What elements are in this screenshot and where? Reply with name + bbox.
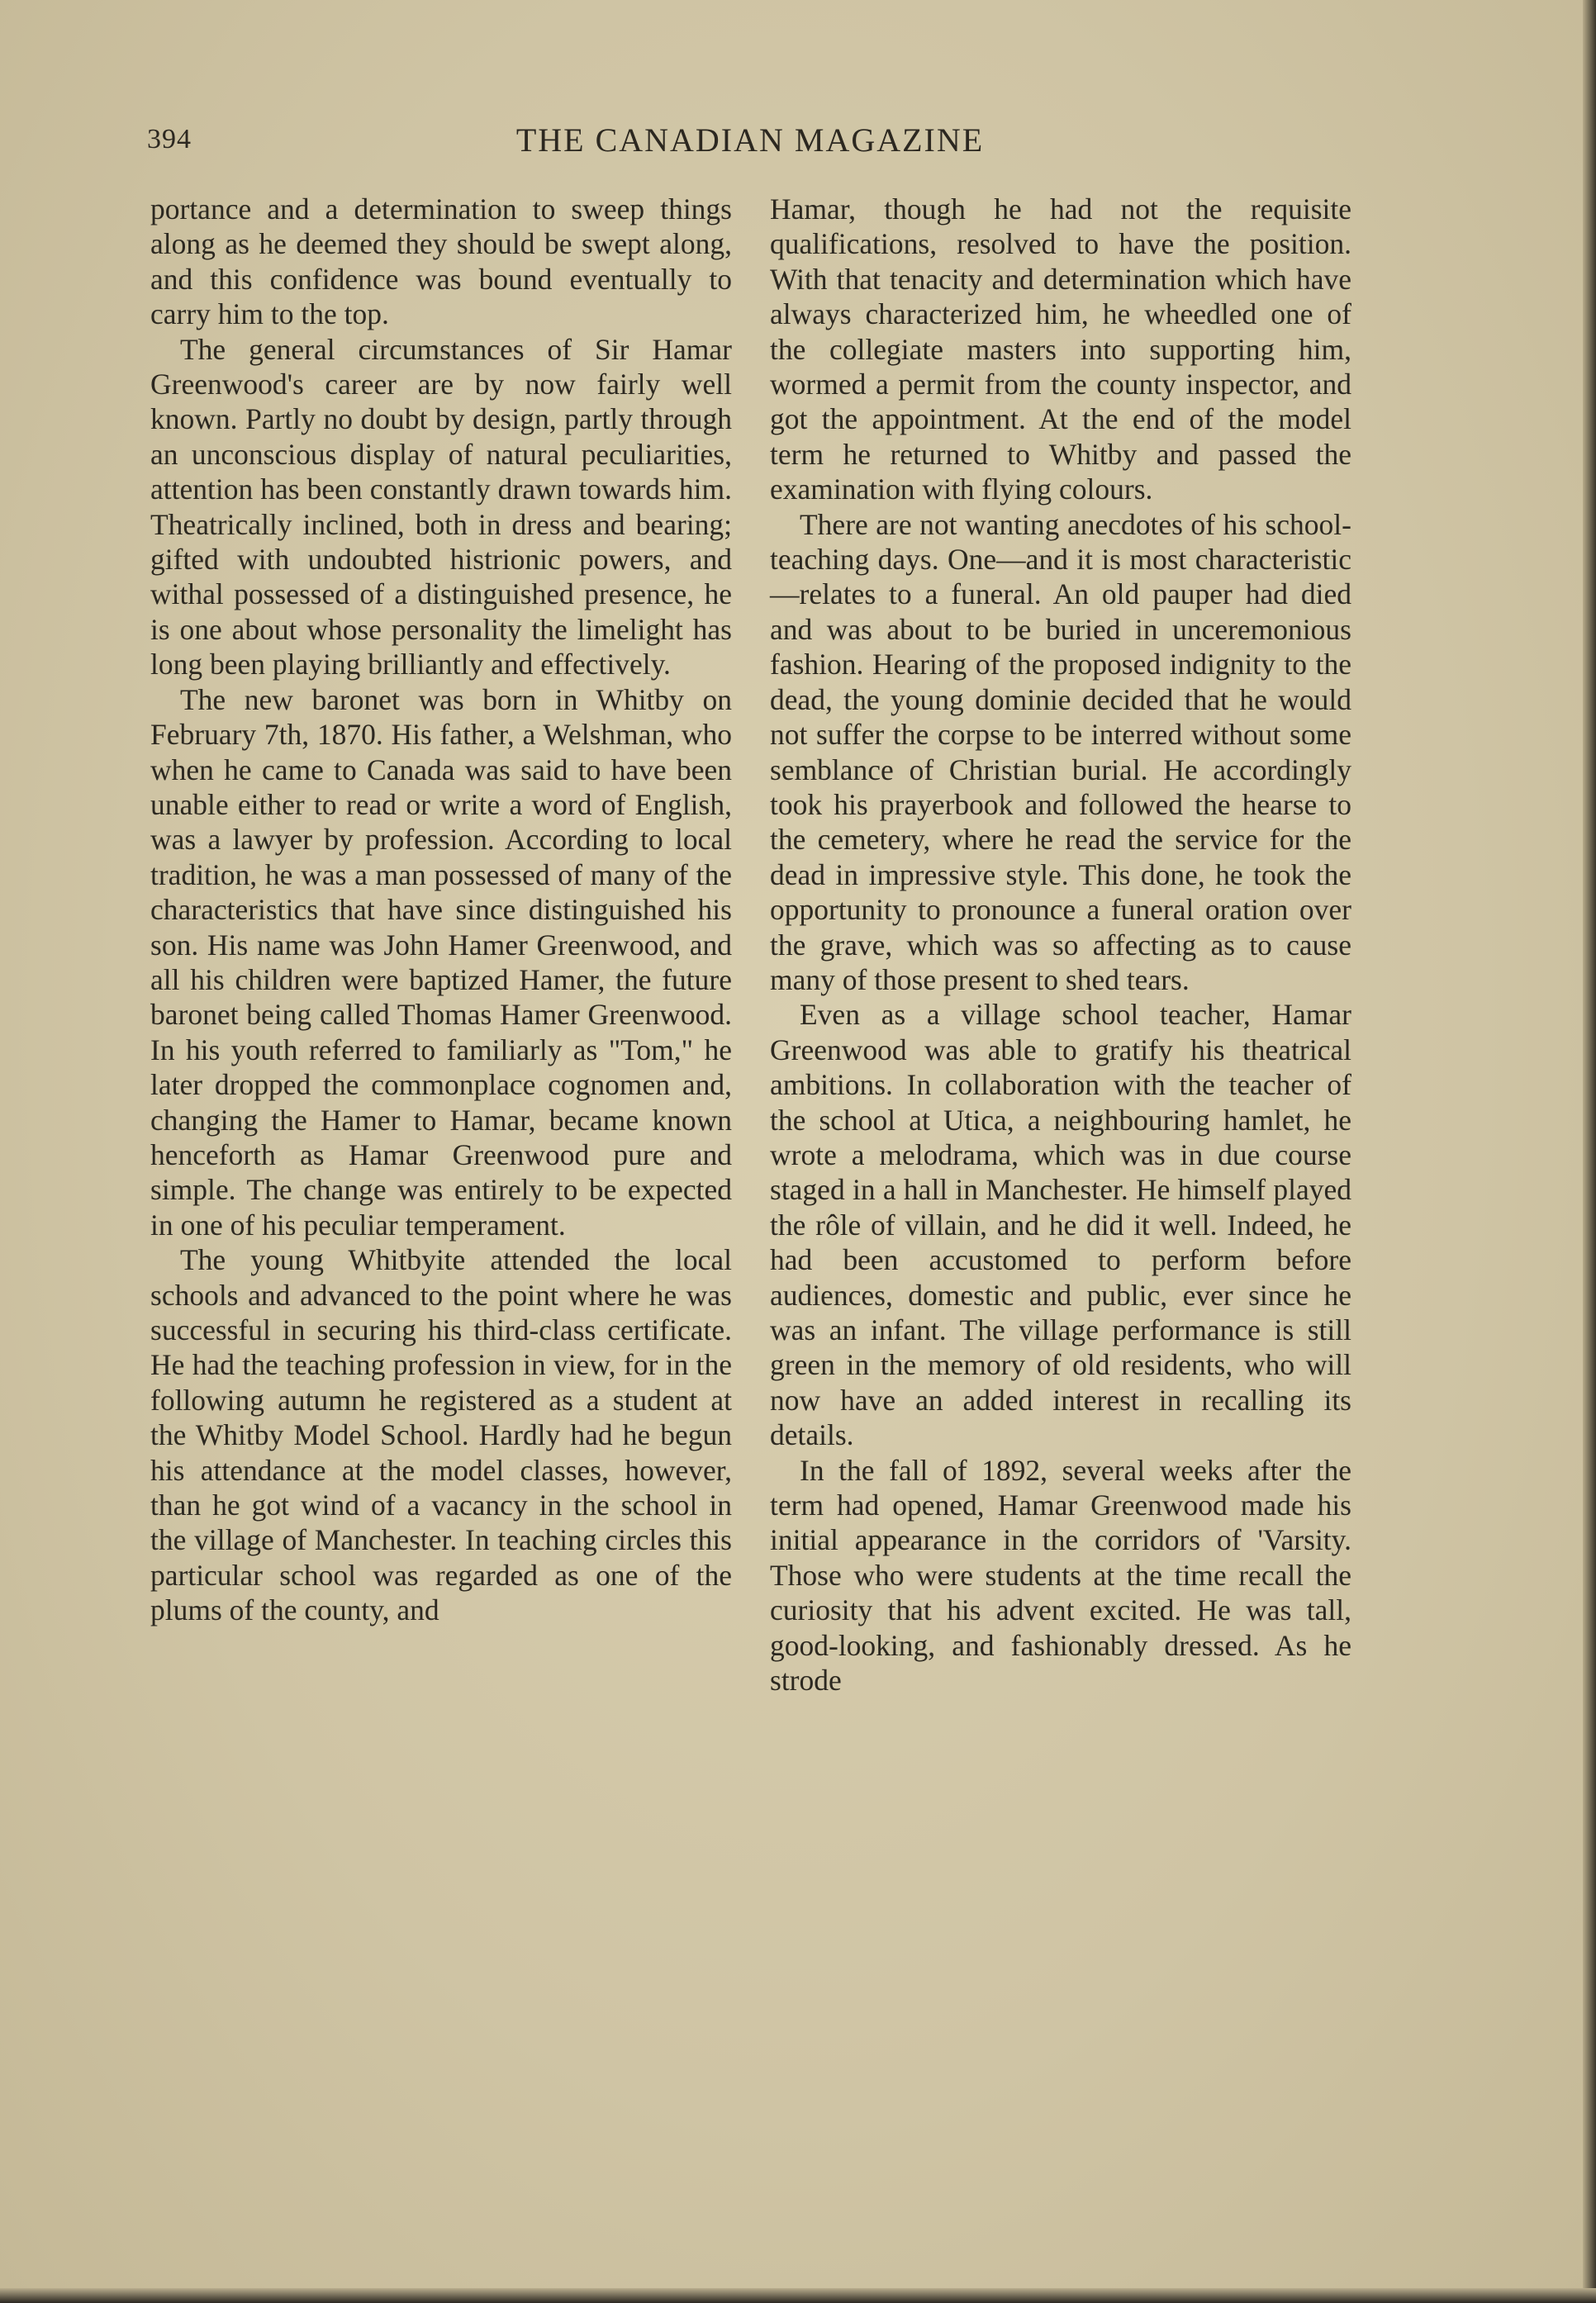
paragraph: The general circumstances of Sir Hamar Greenwood's career are by now fairly well known. Partly no doubt by design, partly through an unconscious display of natural peculiarities, attention has been constantly drawn towards him. Theatrically inclined, both in dress and bearing; gifted with undoubted histrionic powers, and withal possessed of a distinguished presence, he is one about whose personality the limelight has long been playing brilliantly and effectively. <box>150 332 732 681</box>
left-column <box>150 192 732 1628</box>
page-right-edge-shadow <box>1583 0 1596 2303</box>
running-title: THE CANADIAN MAGAZINE <box>515 121 985 159</box>
paragraph: The new baronet was born in Whitby on February 7th, 1870. His father, a Welshman, who when he came to Canada was said to have been unable either to read or write a word of English, was a lawyer by profession. According to local tradition, he was a man possessed of many of the characteristics that have since distinguished his son. His name was John Hamer Greenwood, and all his children were baptized Hamer, the future baronet being called Thomas Hamer Greenwood. In his youth referred to familiarly as "Tom," he later dropped the commonplace cognomen and, changing the Hamer to Hamar, became known henceforth as Hamar Greenwood pure and simple. The change was entirely to be expected in one of his peculiar temperament. <box>150 682 732 1242</box>
paragraph: Hamar, though he had not the requisite qualifications, resolved to have the position. With that tenacity and determination which have always characterized him, he wheedled one of the collegiate masters into supporting him, wormed a permit from the county inspector, and got the appointment. At the end of the model term he returned to Whitby and passed the examination with flying colours. <box>770 192 1351 506</box>
page-number: 394 <box>147 124 192 154</box>
paragraph: There are not wanting anecdotes of his school-teaching days. One—and it is most characteristic—relates to a funeral. An old pauper had died and was about to be buried in unceremonious fashion. Hearing of the proposed indignity to the dead, the young dominie decided that he would not suffer the corpse to be interred without some semblance of Christian burial. He accordingly took his prayerbook and followed the hearse to the cemetery, where he read the service for the dead in impressive style. This done, he took the opportunity to pronounce a funeral oration over the grave, which was so affecting as to cause many of those present to shed tears. <box>770 507 1351 996</box>
page-header <box>147 121 1353 164</box>
paragraph: In the fall of 1892, several weeks after the term had opened, Hamar Greenwood made his initial appearance in the corridors of 'Varsity. Those who were students at the time recall the curiosity that his advent excited. He was tall, good-looking, and fashionably dressed. As he strode <box>770 1453 1351 1698</box>
paragraph: The young Whitbyite attended the local schools and advanced to the point where he was successful in securing his third-class certificate. He had the teaching profession in view, for in the following autumn he registered as a student at the Whitby Model School. Hardly had he begun his attendance at the model classes, however, than he got wind of a vacancy in the school in the village of Manchester. In teaching circles this particular school was regarded as one of the plums of the county, and <box>150 1243 732 1627</box>
paragraph: portance and a determination to sweep things along as he deemed they should be swept along, and this confidence was bound eventually to carry him to the top. <box>150 192 732 331</box>
right-column <box>770 192 1351 1698</box>
page-bottom-edge-shadow <box>0 2288 1596 2303</box>
paragraph: Even as a village school teacher, Hamar Greenwood was able to gratify his theatrical ambitions. In collaboration with the teacher of the school at Utica, a neighbouring hamlet, he wrote a melodrama, which was in due course staged in a hall in Manchester. He himself played the rôle of villain, and he did it well. Indeed, he had been accustomed to perform before audiences, domestic and public, ever since he was an infant. The village performance is still green in the memory of old residents, who will now have an added interest in recalling its details. <box>770 998 1351 1452</box>
